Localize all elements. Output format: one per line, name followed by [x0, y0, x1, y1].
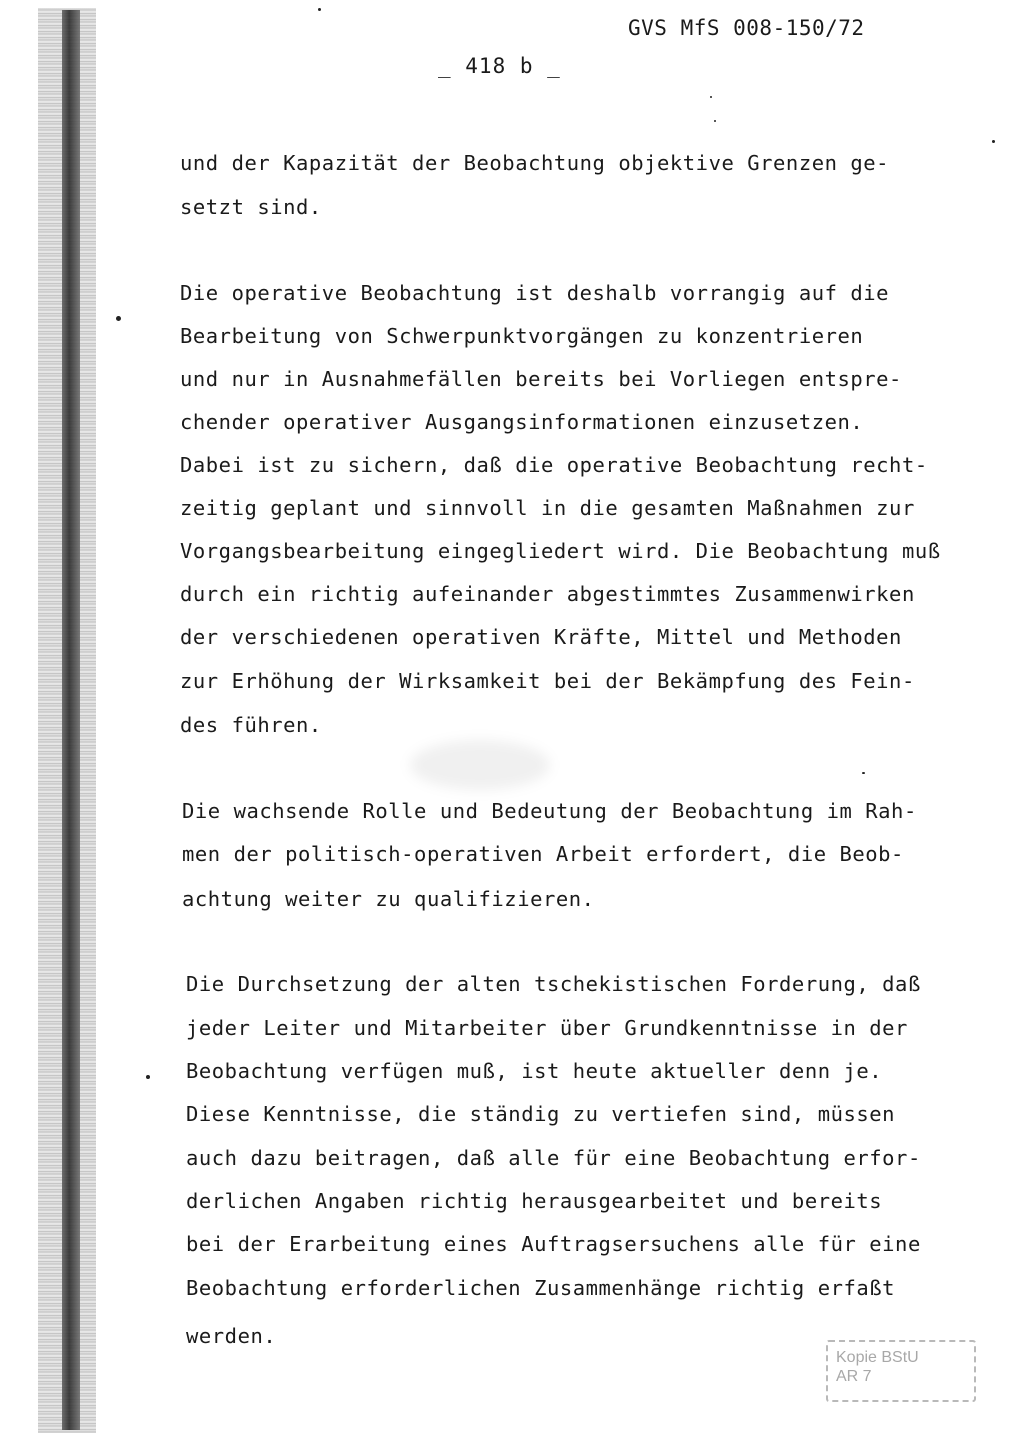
page-number: _ 418 b _	[438, 54, 561, 78]
text-line: Die operative Beobachtung ist deshalb vorrangig auf die	[180, 281, 890, 305]
archive-stamp	[826, 1340, 976, 1402]
text-line: Diese Kenntnisse, die ständig zu vertiefen sind, müssen	[186, 1102, 896, 1126]
text-line: des führen.	[180, 713, 322, 737]
text-line: jeder Leiter und Mitarbeiter über Grundkenntnisse in der	[186, 1016, 908, 1040]
scan-speck	[116, 316, 121, 321]
stamp-line-2: AR 7	[836, 1368, 872, 1386]
scan-smudge	[410, 740, 550, 790]
text-line: derlichen Angaben richtig herausgearbeitet und bereits	[186, 1189, 883, 1213]
stamp-line-1: Kopie BStU	[836, 1349, 919, 1366]
text-line: der verschiedenen operativen Kräfte, Mittel und Methoden	[180, 625, 902, 649]
text-line: und nur in Ausnahmefällen bereits bei Vorliegen entspre-	[180, 367, 902, 391]
scan-speck	[992, 140, 995, 143]
text-line: auch dazu beitragen, daß alle für eine Beobachtung erfor-	[186, 1146, 921, 1170]
text-line: Bearbeitung von Schwerpunktvorgängen zu konzentrieren	[180, 324, 864, 348]
text-line: setzt sind.	[180, 195, 322, 219]
text-line: Dabei ist zu sichern, daß die operative Beobachtung recht-	[180, 453, 928, 477]
scan-speck	[714, 120, 716, 122]
text-line: Die wachsende Rolle und Bedeutung der Beobachtung im Rah-	[182, 799, 917, 823]
text-line: Beobachtung verfügen muß, ist heute aktueller denn je.	[186, 1059, 883, 1083]
text-line: werden.	[186, 1324, 277, 1348]
text-line: chender operativer Ausgangsinformationen einzusetzen.	[180, 410, 864, 434]
scan-speck	[862, 772, 865, 774]
text-line: zeitig geplant und sinnvoll in die gesamten Maßnahmen zur	[180, 496, 915, 520]
scan-speck	[710, 96, 712, 98]
scan-speck	[146, 1075, 150, 1079]
text-line: Vorgangsbearbeitung eingegliedert wird. Die Beobachtung muß	[180, 539, 941, 563]
scan-speck	[318, 8, 321, 11]
text-line: achtung weiter zu qualifizieren.	[182, 887, 595, 911]
document-reference: GVS MfS 008-150/72	[628, 16, 865, 40]
text-line: Beobachtung erforderlichen Zusammenhänge richtig erfaßt	[186, 1276, 896, 1300]
text-line: men der politisch-operativen Arbeit erfordert, die Beob-	[182, 842, 904, 866]
text-line: bei der Erarbeitung eines Auftragsersuchens alle für eine	[186, 1232, 921, 1256]
text-line: und der Kapazität der Beobachtung objektive Grenzen ge-	[180, 151, 890, 175]
text-line: durch ein richtig aufeinander abgestimmtes Zusammenwirken	[180, 582, 915, 606]
text-line: zur Erhöhung der Wirksamkeit bei der Bekämpfung des Fein-	[180, 669, 915, 693]
binding-edge	[62, 10, 80, 1430]
text-line: Die Durchsetzung der alten tschekistischen Forderung, daß	[186, 972, 921, 996]
